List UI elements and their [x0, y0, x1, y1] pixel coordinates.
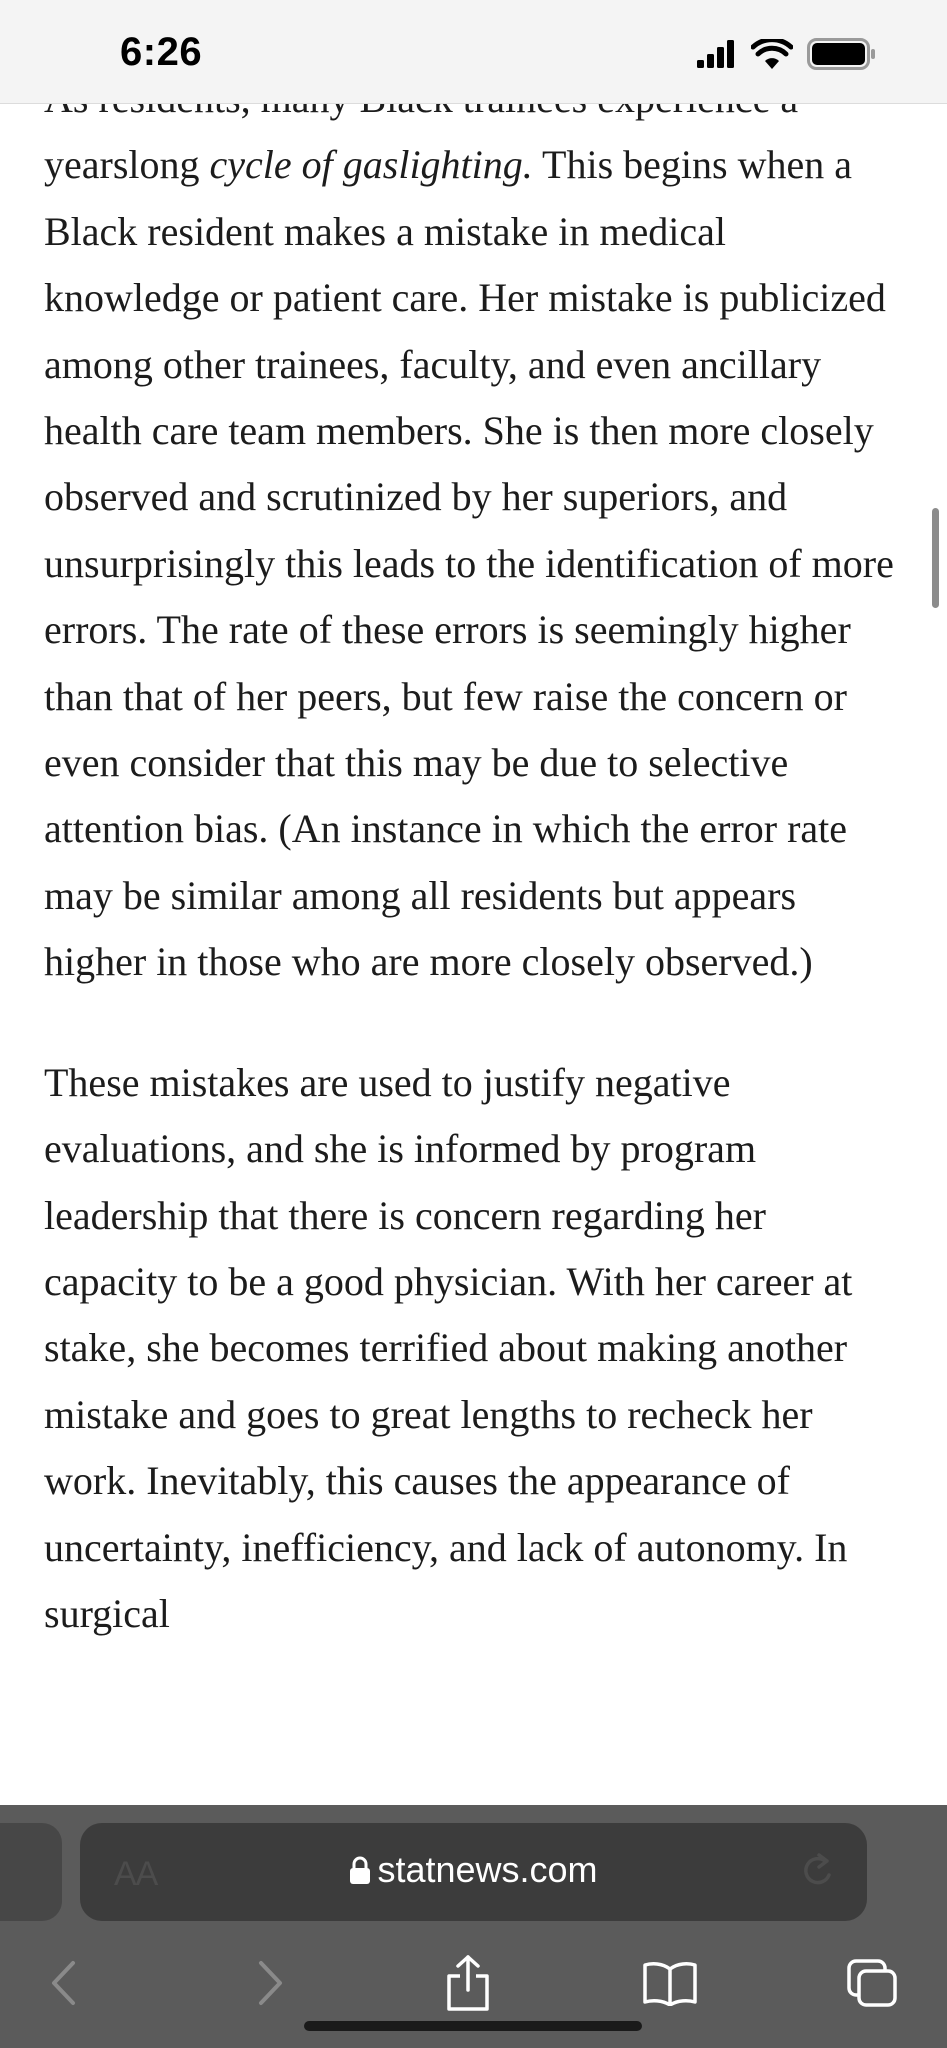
reader-settings-button[interactable]: AA — [114, 1855, 158, 1893]
lock-icon — [349, 1855, 371, 1885]
back-button[interactable] — [34, 1953, 94, 2013]
forward-button[interactable] — [240, 1953, 300, 2013]
scroll-indicator[interactable] — [932, 508, 939, 608]
article-body — [0, 80, 947, 1805]
status-time: 6:26 — [120, 30, 203, 74]
article-paragraph: yearslong cycle of gaslighting. This begins when a Black resident makes a mistake in medical knowledge or patient care. Her mistake is publicized among other trainees, faculty, and even ancillary health care team members. She is then more closely observed and scrutinized by her superiors, and unsurprisingly this leads to the identification of more errors. The rate of these errors is seemingly higher than that of her peers, but few raise the concern or even consider that this may be due to selective attention bias. (An instance in which the error rate may be similar among all residents but appears higher in those who are more closely observed.) — [44, 142, 894, 985]
tabs-icon — [846, 1958, 898, 2008]
share-button[interactable] — [438, 1953, 498, 2013]
url-display[interactable] — [80, 1849, 867, 1891]
bookmarks-icon — [642, 1960, 698, 2006]
browser-toolbar — [0, 1945, 947, 2015]
back-icon — [49, 1960, 79, 2006]
bookmarks-button[interactable] — [640, 1953, 700, 2013]
status-icons — [697, 38, 877, 70]
battery-icon — [807, 38, 877, 70]
tabs-button[interactable] — [842, 1953, 902, 2013]
url-text[interactable]: statnews.com — [377, 1849, 598, 1890]
wifi-icon — [751, 39, 793, 69]
reload-icon[interactable] — [799, 1851, 837, 1891]
home-indicator[interactable] — [304, 2021, 642, 2031]
browser-bottom-bar — [0, 1805, 947, 2048]
forward-icon — [255, 1960, 285, 2006]
article-paragraph: These mistakes are used to justify negative evaluations, and she is informed by program leadership that there is concern regarding her capacity to be a good physician. With her career at stake, she becomes terrified about making another mistake and goes to great lengths to recheck her work. Inevitably, this causes the appearance of uncertainty, inefficiency, and lack of autonomy. In surgical — [44, 1059, 853, 1636]
cellular-signal-icon — [697, 40, 737, 68]
status-bar — [0, 0, 947, 104]
italic-phrase: cycle of gaslighting. — [209, 142, 533, 188]
share-icon — [444, 1954, 492, 2012]
previous-tab-preview[interactable] — [0, 1823, 62, 1921]
address-bar[interactable] — [80, 1823, 867, 1921]
